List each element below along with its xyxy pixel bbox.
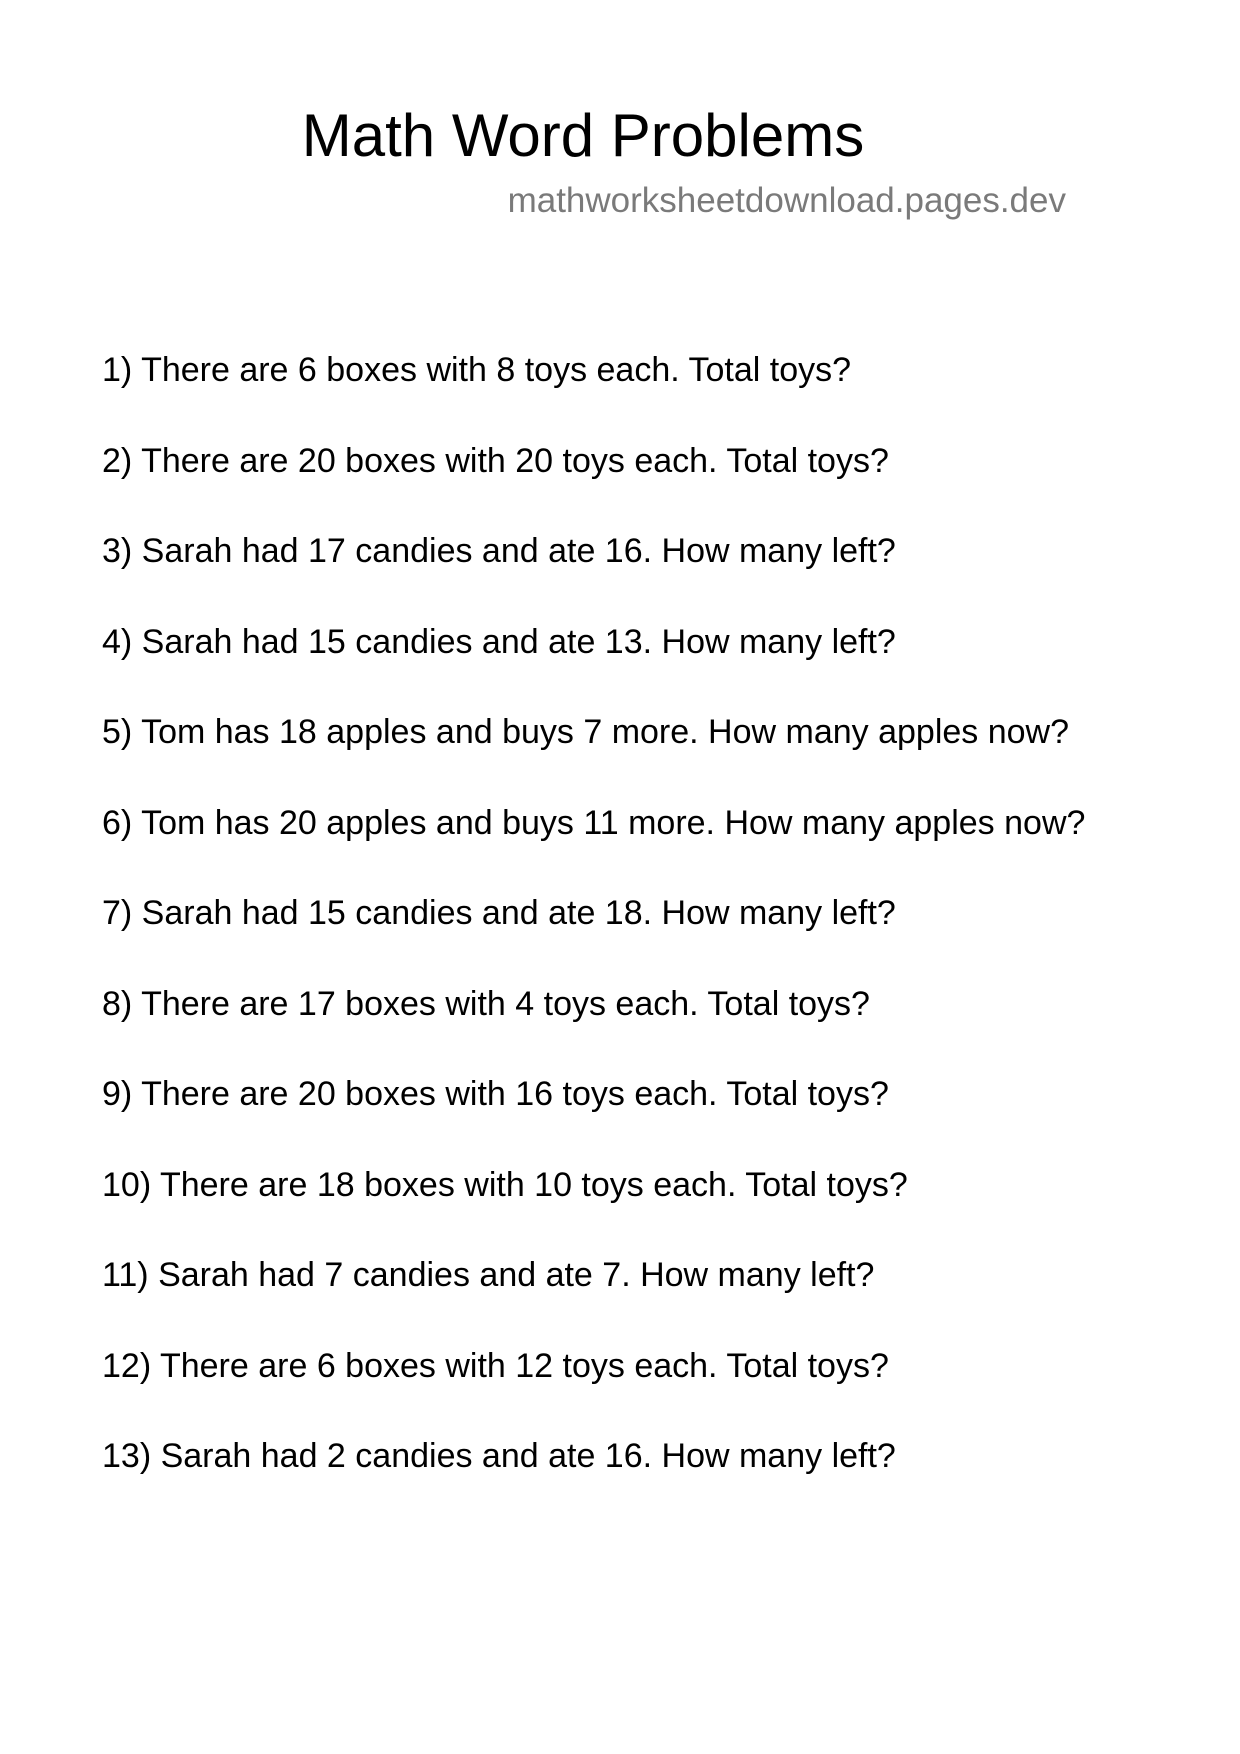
problem-item: 9) There are 20 boxes with 16 toys each. Total toys? (102, 1075, 889, 1113)
problem-item: 3) Sarah had 17 candies and ate 16. How many left? (102, 532, 896, 570)
problem-item: 4) Sarah had 15 candies and ate 13. How many left? (102, 622, 896, 661)
page-title: Math Word Problems (301, 102, 865, 169)
problem-item: 6) Tom has 20 apples and buys 11 more. How many apples now? (102, 803, 1086, 842)
problem-item: 8) There are 17 boxes with 4 toys each. Total toys? (102, 984, 870, 1023)
problem-item: 13) Sarah had 2 candies and ate 16. How many left? (102, 1437, 896, 1475)
problem-item: 11) Sarah had 7 candies and ate 7. How many left? (102, 1256, 875, 1294)
problem-item: 7) Sarah had 15 candies and ate 18. How many left? (102, 894, 896, 932)
problem-item: 5) Tom has 18 apples and buys 7 more. How many apples now? (102, 713, 1070, 751)
site-url: mathworksheetdownload.pages.dev (507, 181, 1066, 220)
problem-item: 12) There are 6 boxes with 12 toys each. Total toys? (102, 1346, 889, 1385)
problem-list (102, 346, 1085, 1523)
problem-item: 2) There are 20 boxes with 20 toys each. Total toys? (102, 441, 889, 480)
problem-item: 1) There are 6 boxes with 8 toys each. Total toys? (102, 351, 852, 389)
problem-item: 10) There are 18 boxes with 10 toys each. Total toys? (102, 1165, 908, 1204)
